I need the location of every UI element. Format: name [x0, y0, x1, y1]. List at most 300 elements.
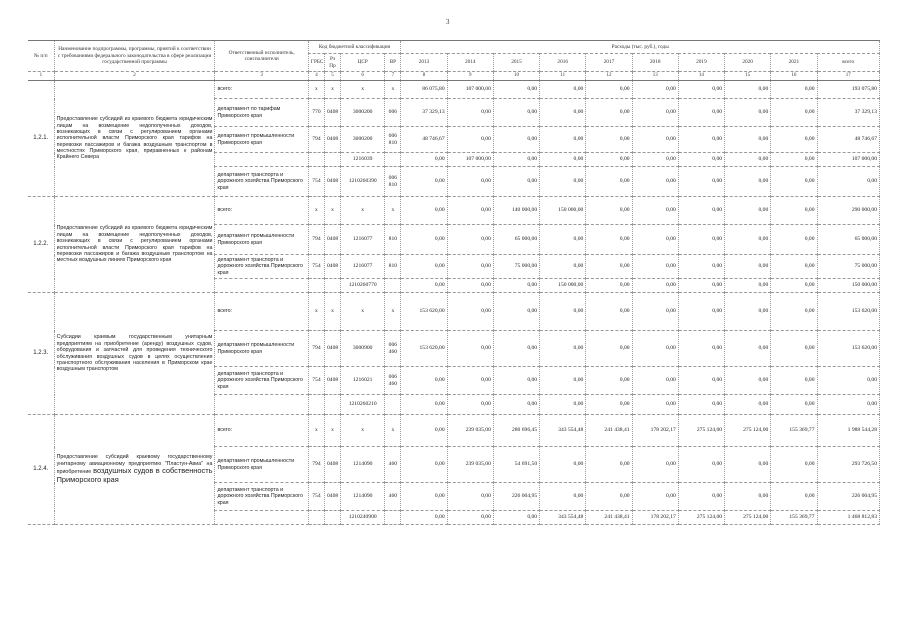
index-row: [28, 72, 880, 81]
rzpr-cell: 0408: [324, 367, 340, 395]
expense-value-cell: 0,00: [447, 395, 493, 415]
expense-value-cell: 150 000,00: [540, 197, 586, 225]
index-cell: 2: [54, 72, 215, 81]
index-cell: 3: [215, 72, 308, 81]
total-header: всего: [817, 54, 879, 72]
expense-value-cell: 155 369,77: [771, 511, 817, 525]
year-header: 2020: [725, 54, 771, 72]
expense-value-cell: 0,00: [493, 81, 539, 99]
measure-description-part: Предоставление субсидий краевому государственному унитарному авиационному предприятию "Пластун-Авиа" на приобретение: [56, 454, 213, 475]
expense-value-cell: 0,00: [493, 127, 539, 153]
expense-value-cell: 0,00: [447, 279, 493, 293]
grbs-cell: x: [308, 415, 324, 447]
vr-cell: 460: [385, 483, 401, 511]
vr-cell: [385, 511, 401, 525]
csr-cell: 1214090: [341, 483, 385, 511]
expense-value-cell: 0,00: [540, 153, 586, 167]
row-number: 1.2.1.: [28, 81, 54, 197]
expense-value-cell: 0,00: [401, 279, 447, 293]
expense-value-cell: 0,00: [678, 293, 724, 331]
expense-value-cell: 0,00: [447, 99, 493, 127]
table-row: [28, 293, 880, 331]
expense-value-cell: 0,00: [540, 99, 586, 127]
executor-cell: департамент транспорта и дорожного хозяйства Приморского края: [215, 367, 308, 395]
expense-value-cell: 0,00: [493, 331, 539, 367]
expense-value-cell: 0,00: [632, 367, 678, 395]
vr-cell: 810: [385, 225, 401, 255]
csr-cell: x: [341, 197, 385, 225]
expense-value-cell: 0,00: [725, 331, 771, 367]
index-cell: 1: [28, 72, 54, 81]
total-value-cell: 153 620,00: [817, 293, 879, 331]
expense-value-cell: 0,00: [401, 167, 447, 197]
total-value-cell: 107 000,00: [817, 153, 879, 167]
col-csr-header: ЦСР: [341, 54, 385, 72]
grbs-cell: x: [308, 81, 324, 99]
expense-value-cell: 0,00: [725, 367, 771, 395]
expense-value-cell: 241 438,41: [586, 511, 632, 525]
expense-value-cell: 37 329,13: [401, 99, 447, 127]
expense-value-cell: 0,00: [632, 279, 678, 293]
expense-value-cell: 0,00: [725, 447, 771, 483]
expense-value-cell: 0,00: [447, 331, 493, 367]
year-header: 2014: [447, 54, 493, 72]
total-value-cell: 150 000,00: [817, 279, 879, 293]
index-cell: 10: [493, 72, 539, 81]
row-number: 1.2.2.: [28, 197, 54, 293]
year-header: 2016: [540, 54, 586, 72]
rzpr-cell: 0408: [324, 483, 340, 511]
csr-cell: 1216039: [341, 153, 385, 167]
rzpr-cell: x: [324, 415, 340, 447]
csr-cell: 1216077: [341, 255, 385, 279]
row-number: 1.2.4.: [28, 415, 54, 525]
vr-cell: 810: [385, 255, 401, 279]
expense-value-cell: 75 000,00: [493, 255, 539, 279]
expense-value-cell: 0,00: [401, 367, 447, 395]
total-value-cell: 193 075,80: [817, 81, 879, 99]
vr-cell: 006 810: [385, 127, 401, 153]
rzpr-cell: 0408: [324, 225, 340, 255]
expense-value-cell: 0,00: [771, 255, 817, 279]
expense-value-cell: 0,00: [493, 395, 539, 415]
expense-value-cell: 0,00: [678, 81, 724, 99]
expense-value-cell: 0,00: [493, 279, 539, 293]
expense-value-cell: 0,00: [725, 279, 771, 293]
expense-value-cell: 0,00: [725, 483, 771, 511]
col-name-header: Наименование подпрограммы, программы, приятий к соответствии с требованиями федерального законодательства в сфере реализации государственной программы: [54, 41, 215, 72]
measure-description: Субсидии краевым государственным унитарным предприятиям на приобретение (аренду) воздушных судов, оборудования и запчастей для проведения технического обслуживания воздушных судов в целях осуществления транспортного обслуживания населения в Приморском крае воздушным транспортом: [54, 293, 215, 415]
expense-value-cell: 0,00: [632, 293, 678, 331]
expense-value-cell: 0,00: [586, 127, 632, 153]
executor-cell: департамент транспорта и дорожного хозяйства Приморского края: [215, 255, 308, 279]
total-value-cell: 290 000,00: [817, 197, 879, 225]
expense-value-cell: 0,00: [725, 167, 771, 197]
year-header: 2019: [678, 54, 724, 72]
csr-cell: 3000200: [341, 127, 385, 153]
total-value-cell: 65 000,00: [817, 225, 879, 255]
expense-value-cell: 0,00: [678, 279, 724, 293]
expense-value-cell: 0,00: [401, 483, 447, 511]
executor-cell: департамент промышленности Приморского края: [215, 225, 308, 255]
total-value-cell: 37 329,13: [817, 99, 879, 127]
table-row: [28, 197, 880, 225]
grbs-cell: 754: [308, 367, 324, 395]
expense-value-cell: 0,00: [447, 197, 493, 225]
csr-cell: 1210260770: [341, 279, 385, 293]
executor-cell: департамент транспорта и дорожного хозяйства Приморского края: [215, 483, 308, 511]
grbs-cell: 754: [308, 483, 324, 511]
executor-cell: [215, 153, 308, 167]
expense-value-cell: 0,00: [725, 81, 771, 99]
expense-value-cell: 0,00: [586, 279, 632, 293]
expense-value-cell: 0,00: [493, 167, 539, 197]
expense-value-cell: 239 035,00: [447, 415, 493, 447]
expense-value-cell: 0,00: [678, 331, 724, 367]
expense-value-cell: 343 554,48: [540, 415, 586, 447]
expense-value-cell: 0,00: [447, 483, 493, 511]
expense-value-cell: 0,00: [586, 331, 632, 367]
csr-cell: 1216077: [341, 225, 385, 255]
expense-value-cell: 0,00: [540, 395, 586, 415]
executor-cell: [215, 279, 308, 293]
index-cell: 17: [817, 72, 879, 81]
csr-cell: 1210240900: [341, 511, 385, 525]
grbs-cell: 770: [308, 99, 324, 127]
index-cell: 12: [586, 72, 632, 81]
expense-value-cell: 0,00: [632, 153, 678, 167]
expense-value-cell: 0,00: [678, 395, 724, 415]
expense-value-cell: 0,00: [586, 225, 632, 255]
expense-value-cell: 0,00: [632, 197, 678, 225]
expense-value-cell: 0,00: [725, 153, 771, 167]
total-value-cell: 1 468 812,83: [817, 511, 879, 525]
expense-value-cell: 0,00: [586, 483, 632, 511]
expense-value-cell: 178 202,17: [632, 415, 678, 447]
measure-description-part: воздушных судов в собственность Приморского края: [56, 465, 213, 484]
expense-value-cell: 0,00: [771, 99, 817, 127]
index-cell: 7: [385, 72, 401, 81]
grbs-cell: 794: [308, 447, 324, 483]
expense-value-cell: 239 035,00: [447, 447, 493, 483]
grbs-cell: [308, 511, 324, 525]
expense-value-cell: 0,00: [493, 293, 539, 331]
csr-cell: x: [341, 415, 385, 447]
year-header: 2021: [771, 54, 817, 72]
expense-value-cell: 0,00: [540, 225, 586, 255]
expense-value-cell: 275 124,00: [725, 511, 771, 525]
expense-value-cell: 0,00: [401, 511, 447, 525]
expense-value-cell: 0,00: [586, 395, 632, 415]
index-cell: 15: [725, 72, 771, 81]
col-rzpr-header: Рз Пр: [324, 54, 340, 72]
expense-value-cell: 0,00: [725, 395, 771, 415]
expense-value-cell: 155 369,77: [771, 415, 817, 447]
expense-value-cell: 0,00: [771, 367, 817, 395]
grbs-cell: [308, 395, 324, 415]
expense-value-cell: 0,00: [540, 367, 586, 395]
col-exec-header: Ответственный исполнитель, соисполнители: [215, 41, 308, 72]
expense-value-cell: 0,00: [586, 293, 632, 331]
year-header: 2015: [493, 54, 539, 72]
expense-value-cell: 0,00: [725, 293, 771, 331]
expense-value-cell: 0,00: [401, 255, 447, 279]
expense-value-cell: 0,00: [447, 225, 493, 255]
executor-cell: департамент промышленности Приморского края: [215, 127, 308, 153]
expense-value-cell: 0,00: [771, 279, 817, 293]
expense-value-cell: 0,00: [632, 395, 678, 415]
expense-value-cell: 0,00: [725, 99, 771, 127]
expense-value-cell: 0,00: [771, 81, 817, 99]
expense-value-cell: 0,00: [678, 367, 724, 395]
total-value-cell: 226 004,95: [817, 483, 879, 511]
budget-table: [28, 40, 880, 525]
executor-cell: [215, 511, 308, 525]
col-grbs-header: ГРБС: [308, 54, 324, 72]
expense-value-cell: 0,00: [401, 225, 447, 255]
expense-value-cell: 0,00: [540, 255, 586, 279]
table-row: [28, 415, 880, 447]
expense-value-cell: 280 696,45: [493, 415, 539, 447]
total-value-cell: 0,00: [817, 395, 879, 415]
vr-cell: 460: [385, 447, 401, 483]
csr-cell: 1210260390: [341, 167, 385, 197]
expense-value-cell: 65 000,00: [493, 225, 539, 255]
rzpr-cell: 0408: [324, 99, 340, 127]
expense-value-cell: 54 691,50: [493, 447, 539, 483]
expense-value-cell: 0,00: [401, 197, 447, 225]
index-cell: 9: [447, 72, 493, 81]
expense-value-cell: 0,00: [771, 153, 817, 167]
vr-cell: x: [385, 293, 401, 331]
expense-value-cell: 0,00: [771, 447, 817, 483]
row-number: 1.2.3.: [28, 293, 54, 415]
expense-value-cell: 0,00: [771, 197, 817, 225]
col-vr-header: ВР: [385, 54, 401, 72]
expense-value-cell: 178 202,17: [632, 511, 678, 525]
measure-description: Предоставление субсидий из краевого бюджета юридическим лицам на возмещение недополученных доходов, возникающих в связи с регулированием органами исполнительной власти Приморского края тарифов на перевозки пассажиров и багажа воздушным транспортом в местностях Приморского края, приравненных к районам Крайнего Севера: [54, 81, 215, 197]
expense-value-cell: 140 000,00: [493, 197, 539, 225]
expense-value-cell: 107 000,00: [447, 81, 493, 99]
expense-value-cell: 0,00: [586, 255, 632, 279]
grbs-cell: 754: [308, 255, 324, 279]
expense-value-cell: 86 075,80: [401, 81, 447, 99]
expense-value-cell: 275 124,00: [725, 415, 771, 447]
expense-value-cell: 0,00: [540, 483, 586, 511]
csr-cell: 3000900: [341, 331, 385, 367]
vr-cell: 006: [385, 99, 401, 127]
table-body: [28, 81, 880, 525]
executor-cell: департамент по тарифам Приморского края: [215, 99, 308, 127]
grbs-cell: [308, 153, 324, 167]
index-cell: 16: [771, 72, 817, 81]
expense-value-cell: 0,00: [632, 331, 678, 367]
rzpr-cell: 0408: [324, 127, 340, 153]
rzpr-cell: x: [324, 197, 340, 225]
expense-value-cell: 226 004,95: [493, 483, 539, 511]
expense-value-cell: 0,00: [771, 331, 817, 367]
year-header: 2017: [586, 54, 632, 72]
expense-value-cell: 0,00: [493, 367, 539, 395]
rzpr-cell: [324, 153, 340, 167]
executor-cell: департамент промышленности Приморского края: [215, 447, 308, 483]
grbs-cell: x: [308, 293, 324, 331]
expense-value-cell: 0,00: [678, 447, 724, 483]
csr-cell: 3000200: [341, 99, 385, 127]
total-value-cell: 48 746,67: [817, 127, 879, 153]
csr-cell: x: [341, 81, 385, 99]
expense-value-cell: 0,00: [632, 225, 678, 255]
table-header: [28, 41, 880, 81]
executor-cell: всего:: [215, 81, 308, 99]
expense-value-cell: 0,00: [678, 255, 724, 279]
grbs-cell: 794: [308, 331, 324, 367]
index-cell: 4: [308, 72, 324, 81]
expense-value-cell: 0,00: [771, 127, 817, 153]
rzpr-cell: 0408: [324, 167, 340, 197]
expense-value-cell: 0,00: [540, 331, 586, 367]
measure-description: [54, 415, 215, 525]
table-row: [28, 81, 880, 99]
expense-value-cell: 0,00: [586, 99, 632, 127]
expense-value-cell: 0,00: [678, 167, 724, 197]
rzpr-cell: [324, 395, 340, 415]
expense-value-cell: 150 000,00: [540, 279, 586, 293]
total-value-cell: 293 726,50: [817, 447, 879, 483]
expense-value-cell: 48 746,67: [401, 127, 447, 153]
rzpr-cell: x: [324, 293, 340, 331]
expense-value-cell: 0,00: [725, 197, 771, 225]
col-no-header: № п/п: [28, 41, 54, 72]
expense-value-cell: 0,00: [725, 127, 771, 153]
index-cell: 14: [678, 72, 724, 81]
vr-cell: [385, 279, 401, 293]
grbs-cell: 754: [308, 167, 324, 197]
expense-value-cell: 0,00: [771, 167, 817, 197]
expense-value-cell: 107 000,00: [447, 153, 493, 167]
expense-value-cell: 0,00: [447, 511, 493, 525]
expense-value-cell: 0,00: [401, 415, 447, 447]
expense-value-cell: 275 124,00: [678, 415, 724, 447]
expense-value-cell: 0,00: [447, 367, 493, 395]
total-value-cell: 1 988 544,28: [817, 415, 879, 447]
expense-value-cell: 0,00: [401, 153, 447, 167]
expense-value-cell: 0,00: [632, 167, 678, 197]
expense-value-cell: 0,00: [447, 255, 493, 279]
expense-value-cell: 0,00: [771, 395, 817, 415]
expense-value-cell: 0,00: [540, 81, 586, 99]
index-cell: 11: [540, 72, 586, 81]
expense-value-cell: 0,00: [771, 225, 817, 255]
expense-value-cell: 0,00: [401, 447, 447, 483]
index-cell: 8: [401, 72, 447, 81]
measure-description: Предоставление субсидий из краевого бюджета юридическим лицам на возмещение недополученных доходов, возникающих в связи с регулированием органами исполнительной власти Приморского края тарифов на перевозки пассажиров и багажа воздушным транспортом на местных воздушных линиях Приморского края: [54, 197, 215, 293]
expense-value-cell: 0,00: [678, 153, 724, 167]
csr-cell: x: [341, 293, 385, 331]
csr-cell: 1216021: [341, 367, 385, 395]
rzpr-cell: 0408: [324, 331, 340, 367]
col-expenses-header: Расходы (тыс. руб.), годы: [401, 41, 880, 54]
index-cell: 5: [324, 72, 340, 81]
expense-value-cell: 0,00: [493, 153, 539, 167]
expense-value-cell: 0,00: [540, 127, 586, 153]
expense-value-cell: 153 620,00: [401, 331, 447, 367]
expense-value-cell: 0,00: [586, 81, 632, 99]
executor-cell: всего:: [215, 415, 308, 447]
executor-cell: [215, 395, 308, 415]
grbs-cell: [308, 279, 324, 293]
expense-value-cell: 0,00: [493, 511, 539, 525]
expense-value-cell: 0,00: [632, 255, 678, 279]
index-cell: 6: [341, 72, 385, 81]
expense-value-cell: 0,00: [632, 127, 678, 153]
expense-value-cell: 0,00: [678, 225, 724, 255]
rzpr-cell: x: [324, 81, 340, 99]
expense-value-cell: 0,00: [632, 99, 678, 127]
vr-cell: [385, 395, 401, 415]
csr-cell: 1210260210: [341, 395, 385, 415]
rzpr-cell: [324, 279, 340, 293]
expense-value-cell: 0,00: [540, 167, 586, 197]
expense-value-cell: 343 554,48: [540, 511, 586, 525]
expense-value-cell: 0,00: [725, 255, 771, 279]
rzpr-cell: [324, 511, 340, 525]
grbs-cell: 794: [308, 127, 324, 153]
rzpr-cell: 0408: [324, 447, 340, 483]
expense-value-cell: 0,00: [586, 153, 632, 167]
expense-value-cell: 153 620,00: [401, 293, 447, 331]
expense-value-cell: 0,00: [586, 447, 632, 483]
expense-value-cell: 0,00: [586, 167, 632, 197]
expense-value-cell: 0,00: [586, 197, 632, 225]
rzpr-cell: 0408: [324, 255, 340, 279]
vr-cell: 006 460: [385, 367, 401, 395]
expense-value-cell: 241 438,41: [586, 415, 632, 447]
total-value-cell: 0,00: [817, 367, 879, 395]
page-number: 3: [446, 18, 450, 26]
expense-value-cell: 0,00: [678, 99, 724, 127]
vr-cell: x: [385, 81, 401, 99]
expense-value-cell: 0,00: [725, 225, 771, 255]
expense-value-cell: 0,00: [632, 81, 678, 99]
expense-value-cell: 0,00: [771, 293, 817, 331]
expense-value-cell: 0,00: [401, 395, 447, 415]
expense-value-cell: 0,00: [447, 127, 493, 153]
total-value-cell: 0,00: [817, 167, 879, 197]
executor-cell: департамент промышленности Приморского края: [215, 331, 308, 367]
expense-value-cell: 0,00: [678, 127, 724, 153]
vr-cell: 006 810: [385, 167, 401, 197]
executor-cell: всего:: [215, 197, 308, 225]
expense-value-cell: 0,00: [678, 483, 724, 511]
expense-value-cell: 0,00: [632, 447, 678, 483]
executor-cell: всего:: [215, 293, 308, 331]
expense-value-cell: 0,00: [678, 197, 724, 225]
vr-cell: x: [385, 197, 401, 225]
expense-value-cell: 275 124,00: [678, 511, 724, 525]
vr-cell: 006 460: [385, 331, 401, 367]
total-value-cell: 153 620,00: [817, 331, 879, 367]
year-header: 2013: [401, 54, 447, 72]
expense-value-cell: 0,00: [586, 367, 632, 395]
expense-value-cell: 0,00: [632, 483, 678, 511]
expense-value-cell: 0,00: [540, 293, 586, 331]
expense-value-cell: 0,00: [493, 99, 539, 127]
vr-cell: [385, 153, 401, 167]
col-budget-class-header: Код бюджетной классификации: [308, 41, 401, 54]
index-cell: 13: [632, 72, 678, 81]
expense-value-cell: 0,00: [540, 447, 586, 483]
